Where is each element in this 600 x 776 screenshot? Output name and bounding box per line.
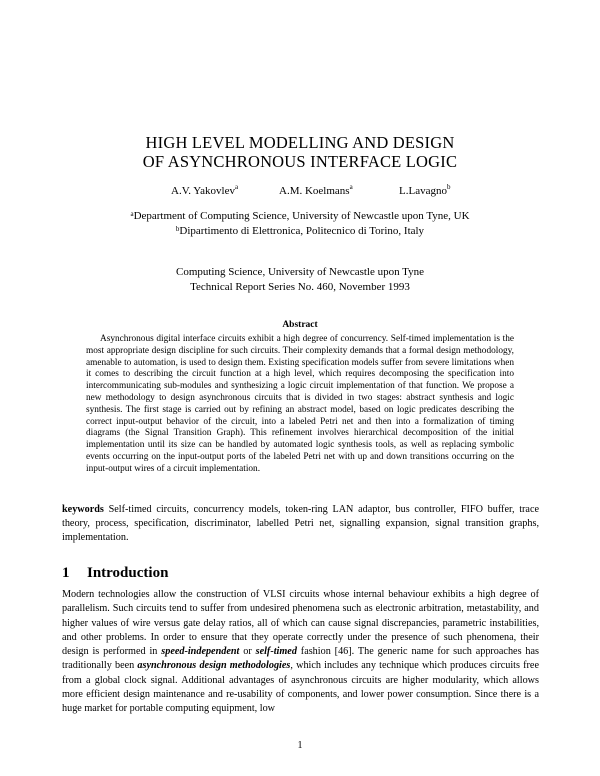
- author-name: A.V. Yakovlev: [171, 185, 235, 197]
- affiliation-2: [0, 224, 600, 238]
- intro-emphasis-2: self-timed: [255, 646, 297, 658]
- abstract-heading: Abstract: [282, 320, 318, 330]
- intro-emphasis-3: asynchronous design methodologies: [137, 660, 291, 672]
- intro-emphasis-1: speed-independent: [161, 646, 240, 658]
- author-mark: a: [234, 183, 239, 191]
- author-mark: b: [446, 183, 451, 191]
- section-number: 1: [62, 565, 70, 581]
- intro-text-4: , which includes any technique which produces circuits free from a global clock signal. Additional advantages of asynchronous circuits are higher modularity, which allows more efficient design maintenance and re-usability of components, and lower power consumption. Since there is a huge market for portable computing equipment, low: [62, 660, 539, 715]
- affiliation-1: [0, 209, 600, 223]
- page-number: 1: [297, 740, 303, 751]
- title-line-2: OF ASYNCHRONOUS INTERFACE LOGIC: [142, 152, 458, 171]
- affiliation-text: Department of Computing Science, University of Newcastle upon Tyne, UK: [133, 210, 470, 222]
- title-line-1: HIGH LEVEL MODELLING AND DESIGN: [145, 133, 455, 152]
- report-line-1: Computing Science, University of Newcastle upon Tyne: [175, 266, 424, 278]
- intro-text-2: or: [239, 646, 256, 658]
- author-mark: a: [349, 183, 353, 191]
- abstract-body: Asynchronous digital interface circuits exhibit a high degree of concurrency. Self-timed implementation is the most appropriate design discipline for such circuits. Their complexity demands that a formal design methodology, amenable to automation, is used to design them. Existing specification models suffer from severe limitations when it comes to describing the circuit function at a high level, which requires decomposing the specification into intercommunicating sub-modules and synthesizing a logic circuit implementation of that function. We propose a new methodology to design asynchronous circuits that is divided in two stages: abstract synthesis and logic synthesis. The first stage is carried out by refining an abstract model, based on logic predicates describing the correct input-output behavior of the circuit, into a labeled Petri net and then into a formalization of timing diagrams (the Signal Transition Graph). This refinement involves hierarchical decomposition of the initial implementation until its size can be handled by automated logic synthesis tools, as well as replacing symbolic events occurring on the input-output ports of the labeled Petri net with up and down transitions occurring on the input-output wires of a circuit implementation.: [86, 334, 514, 474]
- affiliation-mark: a: [130, 210, 134, 218]
- author-1: [171, 185, 238, 197]
- author-2: [279, 185, 353, 197]
- author-name: A.M. Koelmans: [279, 185, 350, 197]
- author-list: [0, 185, 600, 199]
- affiliation-text: Dipartimento di Elettronica, Politecnico di Torino, Italy: [179, 225, 425, 237]
- author-name: L.Lavagno: [399, 185, 447, 197]
- intro-text-3: fashion [46]. The generic name for such approaches has traditionally been: [62, 646, 539, 672]
- affiliation-mark: b: [175, 225, 180, 233]
- intro-paragraph: [62, 588, 539, 717]
- intro-text-1: Modern technologies allow the construction of VLSI circuits whose internal behaviour exhibits a high degree of parallelism. Such circuits tend to suffer from undesired phenomena such as electronic arbitration, metastability, and higher values of wire versus gate delay ratios, all of which can cause signal discrepancies, parametric instabilities, and other problems. In order to ensure that they operate correctly under the presence of such phenomena, their design is performed in: [62, 589, 539, 658]
- keywords-text: Self-timed circuits, concurrency models, token-ring LAN adaptor, bus controller, FIFO buffer, trace theory, process, specification, discriminator, labelled Petri net, signalling expansion, signal transition graphs, implementation.: [62, 504, 539, 544]
- author-3: [399, 185, 450, 197]
- section-title: Introduction: [87, 565, 169, 581]
- report-line-2: Technical Report Series No. 460, November 1993: [190, 281, 410, 293]
- keywords-paragraph: [62, 503, 539, 546]
- keywords-label: keywords: [62, 504, 104, 515]
- section-heading: [62, 565, 168, 582]
